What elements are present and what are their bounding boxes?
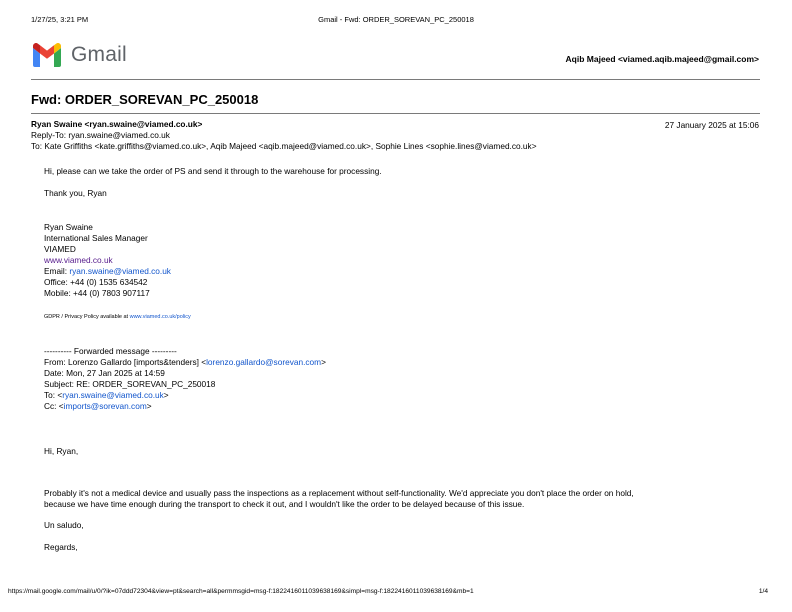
gmail-m-icon [31, 43, 63, 67]
body-thanks: Thank you, Ryan [44, 188, 107, 198]
forwarded-message [44, 346, 326, 412]
signature-email-label: Email: [44, 266, 68, 276]
gmail-wordmark: Gmail [71, 43, 127, 66]
signature-email-link[interactable]: ryan.swaine@viamed.co.uk [69, 266, 171, 276]
signature-email-line [44, 266, 171, 277]
forwarded-from: From: Lorenzo Gallardo [imports&tenders] <lorenzo.gallardo@sorevan.com> [44, 357, 326, 367]
signature-role: International Sales Manager [44, 233, 148, 243]
forwarded-separator: ---------- Forwarded message --------- [44, 346, 177, 356]
account-name: Aqib Majeed <viamed.aqib.majeed@gmail.com> [565, 54, 759, 64]
gdpr-line [44, 312, 191, 323]
signature-website-link[interactable]: www.viamed.co.uk [44, 255, 113, 265]
gdpr-policy-link[interactable]: www.viamed.co.uk/policy [129, 314, 191, 320]
signature [44, 222, 171, 299]
forwarded-to: To: <ryan.swaine@viamed.co.uk> [44, 390, 169, 400]
print-page-number: 1/4 [758, 588, 768, 595]
reply-to: Reply-To: ryan.swaine@viamed.co.uk [31, 130, 170, 140]
body-greeting: Hi, please can we take the order of PS and send it through to the warehouse for processing. [44, 166, 382, 176]
sender: Ryan Swaine <ryan.swaine@viamed.co.uk> [31, 119, 203, 129]
reply-paragraph [44, 488, 634, 510]
forwarded-from-link[interactable]: lorenzo.gallardo@sorevan.com [206, 357, 322, 367]
forwarded-cc-link[interactable]: imports@sorevan.com [63, 401, 147, 411]
print-datetime: 1/27/25, 3:21 PM [31, 15, 89, 24]
forwarded-date: Date: Mon, 27 Jan 2025 at 14:59 [44, 368, 165, 378]
signature-company: VIAMED [44, 244, 76, 254]
signature-mobile: Mobile: +44 (0) 7803 907117 [44, 288, 150, 298]
reply-regards: Regards, [44, 542, 78, 552]
signature-name: Ryan Swaine [44, 222, 93, 232]
forwarded-to-link[interactable]: ryan.swaine@viamed.co.uk [62, 390, 164, 400]
reply-paragraph-line1: Probably it's not a medical device and usually pass the inspections as a replacement without self-functionality. We'd appreciate you don't place the order on hold, [44, 488, 634, 498]
reply-salute: Un saludo, [44, 520, 84, 530]
forwarded-cc: Cc: <imports@sorevan.com> [44, 401, 152, 411]
gmail-logo [31, 43, 127, 67]
sent-date: 27 January 2025 at 15:06 [664, 120, 759, 130]
signature-office: Office: +44 (0) 1535 634542 [44, 277, 148, 287]
print-footer-url: https://mail.google.com/mail/u/0/?ik=07ddd72304&view=pt&search=all&permmsgid=msg-f:1822416011039638169&simpl=msg-f:1822416011039638169&mb=1 [8, 588, 474, 595]
print-title: Gmail - Fwd: ORDER_SOREVAN_PC_250018 [318, 15, 474, 24]
recipients: To: Kate Griffiths <kate.griffiths@viamed.co.uk>, Aqib Majeed <aqib.majeed@viamed.co.uk>, Sophie Lines <sophie.lines@viamed.co.uk> [31, 141, 537, 151]
gdpr-text: GDPR / Privacy Policy available at [44, 314, 129, 320]
email-subject: Fwd: ORDER_SOREVAN_PC_250018 [31, 92, 259, 107]
header-divider [31, 79, 760, 80]
reply-greeting: Hi, Ryan, [44, 446, 79, 456]
reply-paragraph-line2: because we have time enough during the transport to check it out, and I wouldn't like the order to be delayed because of this issue. [44, 499, 525, 509]
forwarded-subject: Subject: RE: ORDER_SOREVAN_PC_250018 [44, 379, 216, 389]
subject-divider [31, 113, 760, 114]
